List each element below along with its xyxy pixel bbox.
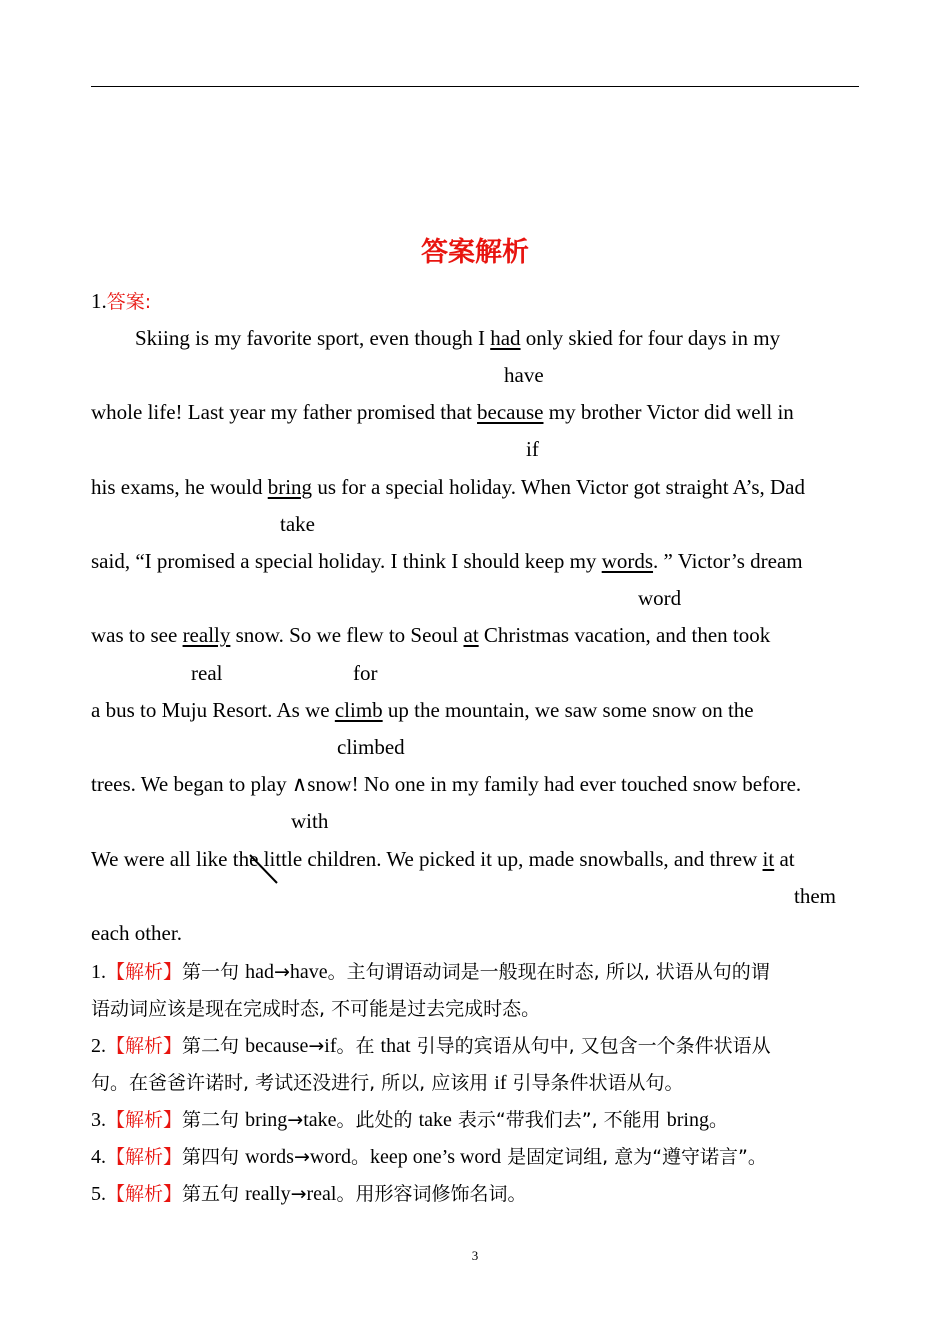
explanation-text: → bbox=[287, 1109, 304, 1131]
explanation-tag: 【解析】 bbox=[106, 1146, 183, 1168]
explanation-text: bring bbox=[245, 1109, 288, 1131]
explanation-text: bring bbox=[666, 1109, 709, 1131]
explanation-tag: 【解析】 bbox=[106, 1035, 183, 1057]
explanation-text: 表示“带我们去”, 不能用 bbox=[451, 1109, 667, 1131]
explanation-text: 。在 bbox=[336, 1035, 381, 1057]
correction-4: word bbox=[638, 586, 682, 610]
correction-5a: real bbox=[191, 661, 223, 685]
insert-caret: ∧ bbox=[291, 772, 308, 796]
explanation-text: 。主句谓语动词是一般现在时态, 所以, 状语从句的谓 bbox=[327, 961, 770, 983]
explanation-text: 句。在爸爸许诺时, 考试还没进行, 所以, 应该用 bbox=[91, 1072, 495, 1094]
explanation-tag: 【解析】 bbox=[106, 1183, 183, 1205]
explanation-number: 3. bbox=[91, 1109, 106, 1131]
explanation-text: → bbox=[273, 961, 290, 983]
explanation-text: 第四句 bbox=[182, 1146, 246, 1168]
error-word: climb bbox=[334, 698, 383, 722]
explanation-1-line-2 bbox=[91, 995, 540, 1022]
explanation-text: if bbox=[324, 1035, 337, 1057]
explanation-number: 5. bbox=[91, 1183, 106, 1205]
explanation-text: if bbox=[494, 1072, 507, 1094]
explanation-text: → bbox=[290, 1183, 307, 1205]
explanation-2-line-2 bbox=[91, 1069, 684, 1096]
explanation-tag: 【解析】 bbox=[106, 961, 183, 983]
error-word: because bbox=[477, 400, 544, 424]
explanation-text: 。用形容词修饰名词。 bbox=[336, 1183, 527, 1205]
explanation-text: keep one’s word bbox=[370, 1146, 502, 1168]
error-word: it bbox=[762, 847, 775, 871]
passage-line-9: each other. bbox=[91, 921, 182, 945]
explanation-text: → bbox=[308, 1035, 325, 1057]
passage-line-6: a bus to Muju Resort. As we climb up the mountain, we saw some snow on the bbox=[91, 698, 754, 722]
error-word: bring bbox=[267, 475, 313, 499]
page-number: 3 bbox=[471, 1248, 479, 1263]
explanation-number: 4. bbox=[91, 1146, 106, 1168]
explanation-text: take bbox=[418, 1109, 452, 1131]
explanation-number: 2. bbox=[91, 1035, 106, 1057]
explanation-tag: 【解析】 bbox=[106, 1109, 183, 1131]
correction-3: take bbox=[280, 512, 315, 536]
error-word: had bbox=[490, 326, 521, 350]
explanation-1-line-1 bbox=[91, 958, 770, 985]
header-rule bbox=[91, 86, 859, 87]
correction-1: have bbox=[504, 363, 544, 387]
explanation-text: 第二句 bbox=[182, 1035, 246, 1057]
explanation-text: 引导的宾语从句中, 又包含一个条件状语从 bbox=[410, 1035, 771, 1057]
answer-label: 1.答案: bbox=[91, 289, 152, 313]
passage-line-4: said, “I promised a special holiday. I think I should keep my words. ” Victor’s dream bbox=[91, 549, 803, 573]
explanation-number: 1. bbox=[91, 961, 106, 983]
explanation-4-line-1 bbox=[91, 1143, 767, 1170]
correction-7: with bbox=[291, 809, 329, 833]
error-word: really bbox=[182, 623, 231, 647]
passage-line-8: We were all like the little children. We picked it up, made snowballs, and threw it at bbox=[91, 847, 795, 871]
passage-line-5: was to see really snow. So we flew to Seoul at Christmas vacation, and then took bbox=[91, 623, 771, 647]
explanation-text: really bbox=[245, 1183, 291, 1205]
explanation-text: 第一句 bbox=[182, 961, 246, 983]
passage-line-3: his exams, he would bring us for a special holiday. When Victor got straight A’s, Dad bbox=[91, 475, 805, 499]
explanation-text: 是固定词组, 意为“遵守诺言”。 bbox=[501, 1146, 767, 1168]
passage-line-2: whole life! Last year my father promised that because my brother Victor did well in bbox=[91, 400, 794, 424]
passage-line-7: trees. We began to play ∧snow! No one in my family had ever touched snow before. bbox=[91, 772, 802, 796]
explanation-text: → bbox=[293, 1146, 310, 1168]
explanation-text: 第二句 bbox=[182, 1109, 246, 1131]
explanation-text: because bbox=[245, 1035, 309, 1057]
page-title: 答案解析 bbox=[421, 237, 529, 268]
explanation-text: 。 bbox=[708, 1109, 728, 1131]
explanation-text: 语动词应该是现在完成时态, 不可能是过去完成时态。 bbox=[91, 998, 541, 1020]
explanation-5-line-1 bbox=[91, 1180, 527, 1207]
explanation-text: that bbox=[380, 1035, 411, 1057]
correction-8: them bbox=[794, 884, 836, 908]
error-word: words bbox=[601, 549, 654, 573]
explanation-2-line-1 bbox=[91, 1032, 771, 1059]
explanation-text: 。此处的 bbox=[336, 1109, 419, 1131]
explanation-text: word bbox=[309, 1146, 351, 1168]
explanation-text: 引导条件状语从句。 bbox=[506, 1072, 684, 1094]
passage-line-1: Skiing is my favorite sport, even though I had only skied for four days in my bbox=[135, 326, 781, 350]
explanation-text: words bbox=[245, 1146, 294, 1168]
explanation-text: 第五句 bbox=[182, 1183, 246, 1205]
correction-5b: for bbox=[353, 661, 378, 685]
explanation-3-line-1 bbox=[91, 1106, 728, 1133]
error-word: at bbox=[463, 623, 479, 647]
explanation-text: take bbox=[303, 1109, 337, 1131]
explanation-text: have bbox=[289, 961, 328, 983]
delete-slash-mark bbox=[248, 852, 280, 886]
correction-2: if bbox=[526, 437, 539, 461]
explanation-text: real bbox=[306, 1183, 337, 1205]
explanation-text: had bbox=[245, 961, 274, 983]
explanation-text: 。 bbox=[350, 1146, 370, 1168]
correction-6: climbed bbox=[337, 735, 405, 759]
